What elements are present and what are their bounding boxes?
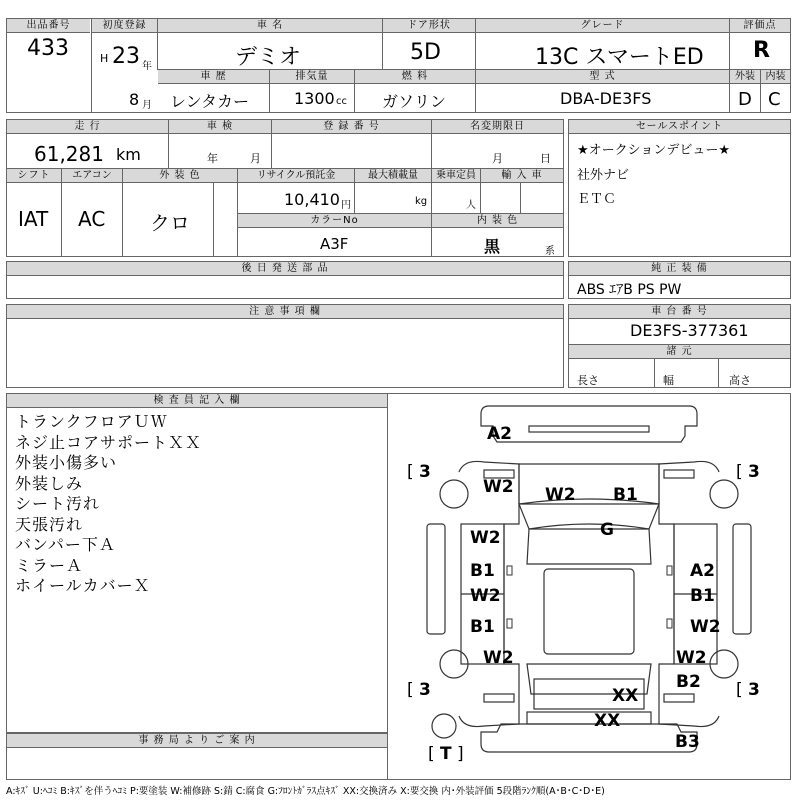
- mark-hood-w2: W2: [545, 485, 576, 505]
- sales-point-item-3: ＥＴＣ: [577, 192, 617, 207]
- mark-rear-right: W2: [676, 648, 707, 668]
- mark-windshield: G: [600, 520, 614, 540]
- door-value: 5D: [410, 40, 441, 65]
- inspection-header: 車 検: [169, 120, 271, 134]
- note-item: トランクフロアＵＷ: [15, 412, 168, 431]
- fuel-header: 燃 料: [355, 70, 475, 84]
- mileage-unit: km: [116, 145, 141, 164]
- reg-no-header: 登 録 番 号: [272, 120, 431, 134]
- inspector-notes: [15, 412, 202, 597]
- note-item: シート汚れ: [15, 494, 101, 513]
- chassis-value: DE3FS-377361: [630, 321, 749, 340]
- specs-header: 諸 元: [569, 345, 790, 359]
- color-header: 外 装 色: [123, 169, 237, 183]
- door-header: ドア形状: [383, 19, 475, 33]
- caution-header: 注 意 事 項 欄: [7, 305, 563, 319]
- color-no-header: カラーNo: [238, 214, 431, 228]
- sales-point-item-2: 社外ナビ: [577, 168, 630, 183]
- int-grade: C: [768, 89, 781, 110]
- ext-header: 外装: [730, 70, 760, 84]
- first-reg-month-unit: 月: [142, 100, 152, 111]
- note-item: 天張汚れ: [15, 514, 84, 534]
- legend-text: A:ｷｽﾞ U:ﾍｺﾐ B:ｷｽﾞを伴うﾍｺﾐ P:要塗装 W:補修跡 S:錆 C:腐食 G:ﾌﾛﾝﾄｶﾞﾗｽ点ｷｽﾞ XX:交換済み X:要交換 内･外装評価 5段階ﾗﾝｸ順(A･B･C･D･E): [6, 786, 605, 797]
- equipment-header: 純 正 装 備: [569, 262, 790, 276]
- tire-rr: [ 3: [736, 680, 760, 700]
- color-no-value: A3F: [320, 235, 349, 253]
- fuel-value: ガソリン: [382, 92, 447, 111]
- grade-value: 13C スマートED: [535, 45, 704, 70]
- first-reg-month: 8: [129, 90, 140, 109]
- equipment-value: ABS ｴｱB PS PW: [577, 282, 682, 298]
- recycle-unit: 円: [341, 200, 351, 211]
- mark-right-door-f-b: B1: [690, 586, 715, 606]
- sales-point-header: セールスポイント: [569, 120, 790, 134]
- lot-no-value: 433: [27, 36, 69, 61]
- name-change-header: 名変期限日: [432, 120, 563, 134]
- int-header: 内装: [761, 70, 790, 84]
- office-header: 事 務 局 よ り ご 案 内: [7, 734, 387, 748]
- mark-right-door-f-a: A2: [690, 561, 715, 581]
- inspector-header: 検 査 員 記 入 欄: [7, 394, 387, 408]
- mark-left-door-f-b: B1: [470, 561, 495, 581]
- displacement-value: 1300: [294, 89, 335, 108]
- capacity-unit: 人: [466, 200, 476, 211]
- shift-header: シフト: [7, 169, 61, 183]
- max-load-header: 最大積載量: [355, 169, 431, 183]
- inspection-month-unit: 月: [250, 152, 261, 165]
- capacity-header: 乗車定員: [432, 169, 480, 183]
- mark-rear-panel: XX: [594, 711, 621, 731]
- ac-header: エアコン: [62, 169, 122, 183]
- max-load-unit: kg: [415, 196, 428, 207]
- mileage-header: 走 行: [7, 120, 168, 134]
- score-header: 評価点: [730, 19, 790, 33]
- spec-width: 幅: [663, 374, 674, 387]
- score-value: R: [753, 38, 770, 63]
- shift-value: IAT: [18, 207, 49, 231]
- color-value: クロ: [150, 211, 190, 235]
- car-name-header: 車 名: [158, 19, 382, 33]
- model-value: DBA-DE3FS: [560, 89, 652, 108]
- history-header: 車 歴: [158, 70, 269, 84]
- interior-color-suffix: 系: [545, 246, 555, 257]
- later-parts-header: 後 日 発 送 部 品: [7, 262, 563, 276]
- note-item: バンパー下Ａ: [15, 535, 116, 554]
- mark-left-door-f-w: W2: [470, 528, 501, 548]
- recycle-value: 10,410: [284, 190, 340, 209]
- tire-rl: [ 3: [407, 680, 431, 700]
- spare-tire: [ T ]: [428, 744, 464, 764]
- chassis-header: 車 台 番 号: [569, 305, 790, 319]
- note-item: 外装小傷多い: [15, 453, 118, 472]
- inspection-year-unit: 年: [207, 152, 218, 165]
- mark-hood-left: W2: [483, 477, 514, 497]
- mark-right-door-r-w: W2: [690, 617, 721, 637]
- name-change-month: 月: [492, 152, 503, 165]
- first-reg-year-unit: 年: [142, 61, 152, 72]
- mileage-value: 61,281: [34, 142, 104, 166]
- mark-left-door-r-w: W2: [470, 586, 501, 606]
- first-reg-header: 初度登録: [92, 19, 157, 33]
- mark-trunk: XX: [612, 686, 639, 706]
- mark-rear-right2: B2: [676, 672, 701, 692]
- first-reg-year: 23: [112, 44, 140, 69]
- import-header: 輸 入 車: [481, 169, 563, 183]
- sales-point-item-1: ★オークションデビュー★: [577, 143, 731, 158]
- car-diagram: [389, 394, 790, 779]
- mark-left-door-r-b: B1: [470, 617, 495, 637]
- displacement-header: 排気量: [270, 70, 354, 84]
- ac-value: AC: [78, 207, 106, 231]
- note-item: ミラーＡ: [15, 555, 84, 575]
- spec-height: 高さ: [729, 374, 751, 387]
- ext-grade: D: [738, 89, 752, 110]
- tire-fr: [ 3: [736, 462, 760, 482]
- lot-no-header: 出品番号: [7, 19, 90, 33]
- interior-color-header: 内 装 色: [432, 214, 563, 228]
- recycle-header: リサイクル預託金: [238, 169, 354, 183]
- tire-fl: [ 3: [407, 462, 431, 482]
- mark-rear-left: W2: [483, 648, 514, 668]
- spec-length: 長さ: [577, 374, 599, 387]
- car-name-value: デミオ: [235, 45, 302, 70]
- grade-header: グレード: [476, 19, 729, 33]
- mark-rear-bumper: B3: [675, 732, 700, 752]
- note-item: ホイールカバーＸ: [15, 576, 151, 595]
- interior-color-value: 黒: [484, 237, 501, 256]
- note-item: 外装しみ: [15, 473, 84, 493]
- mark-hood-b1: B1: [613, 485, 638, 505]
- history-value: レンタカー: [170, 92, 249, 111]
- mark-front-bumper: A2: [487, 424, 512, 444]
- name-change-day: 日: [540, 152, 551, 165]
- note-item: ネジ止コアサポートＸＸ: [15, 432, 203, 452]
- first-reg-era: H: [100, 52, 109, 65]
- displacement-unit: cc: [336, 96, 347, 107]
- model-header: 型 式: [476, 70, 729, 84]
